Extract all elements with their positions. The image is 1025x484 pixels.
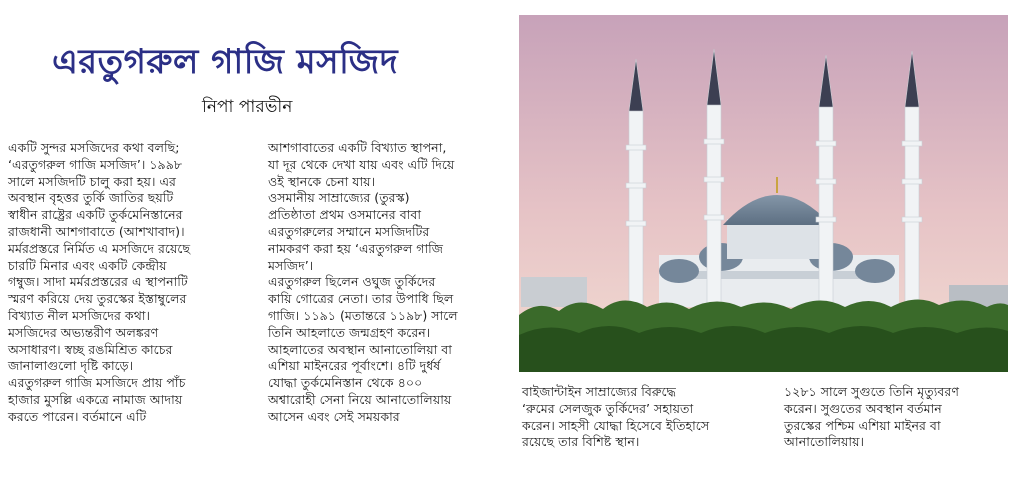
text-line: ‘এরতুগরুল গাজি মসজিদ’। ১৯৯৮ [8, 156, 183, 172]
article-column-2 [268, 140, 508, 426]
text-line: ১২৮১ সালে সুগুতে তিনি মৃত্যুবরণ [784, 384, 959, 399]
text-line: বাইজান্টাইন সাম্রাজ্যের বিরুদ্ধে [522, 384, 676, 399]
text-line: স্বাধীন রাষ্ট্রের একটি তুর্কমেনিস্তানের [8, 207, 183, 223]
text-line: আসেন এবং সেই সময়কার [268, 408, 400, 424]
text-line: রাজধানী আশগাবাতে (আশখাবাদ)। [8, 223, 185, 239]
text-line: অশ্বারোহী সেনা নিয়ে আনাতোলিয়ায় [268, 391, 452, 407]
text-line: ওসমানীয় সাম্রাজ্যের (তুরস্ক) [268, 190, 410, 206]
text-line: তুরস্কের পশ্চিম এশিয়া মাইনর বা [784, 417, 941, 433]
text-line: বিখ্যাত নীল মসজিদের কথা। [8, 307, 151, 323]
text-line: গাজি। ১১৯১ (মতান্তরে ১১৯৮) সালে [268, 307, 458, 323]
article-column-4 [784, 384, 1020, 451]
text-line: ওই স্থানকে চেনা যায়। [268, 173, 376, 189]
distant-building [521, 277, 587, 307]
text-line: নামকরণ করা হয় ‘এরতুগরুল গাজি [268, 240, 443, 256]
text-line: প্রতিষ্ঠাতা প্রথম ওসমানের বাবা [268, 207, 422, 223]
text-line: হাজার মুসল্লি একত্রে নামাজ আদায় [8, 391, 183, 407]
text-line: স্মরণ করিয়ে দেয় তুরস্কের ইস্তাম্বুলের [8, 291, 187, 307]
text-line: সালে মসজিদটি চালু করা হয়। এর [8, 173, 176, 189]
text-line: জানালাগুলো দৃষ্টি কাড়ে। [8, 358, 134, 374]
text-line: আশগাবাতের একটি বিখ্যাত স্থাপনা, [268, 140, 447, 155]
article-column-1 [8, 140, 260, 426]
text-line: ‘রুমের সেলজুক তুর্কিদের’ সহায়তা [522, 400, 694, 416]
side-dome [855, 259, 895, 283]
text-line: এরতুগরুলের সম্মানে মসজিদটির [268, 223, 430, 239]
text-line: অবস্থান বৃহত্তর তুর্কি জাতির ছয়টি [8, 190, 174, 206]
text-line: এশিয়া মাইনরের পূর্বাংশে। ৪টি দুর্ধর্ষ [268, 358, 441, 374]
text-line: মসজিদ’। [268, 257, 314, 273]
text-line: একটি সুন্দর মসজিদের কথা বলছি; [8, 140, 180, 155]
text-line: গম্বুজ। সাদা মর্মরপ্রস্তরের এ স্থাপনাটি [8, 274, 188, 290]
tree-foreground [519, 326, 1008, 372]
text-line: এরতুগরুল ছিলেন ওঘুজ তুর্কিদের [268, 274, 436, 290]
article-title: এরতুগরুল গাজি মসজিদ [52, 42, 399, 82]
article-column-3 [522, 384, 768, 451]
text-line: আহলাতের অবস্থান আনাতোলিয়া বা [268, 341, 452, 357]
text-line: তিনি আহলাতে জন্মগ্রহণ করেন। [268, 324, 431, 340]
text-line: মর্মরপ্রস্তরে নির্মিত এ মসজিদে রয়েছে [8, 240, 191, 256]
article-author: নিপা পারভীন [202, 97, 293, 117]
text-line: করেন। সাহসী যোদ্ধা হিসেবে ইতিহাসে [522, 417, 710, 433]
text-line: মসজিদের অভ্যন্তরীণ অলঙ্করণ [8, 324, 159, 340]
text-line: আনাতোলিয়ায়। [784, 434, 865, 450]
text-line: কায়ি গোত্রের নেতা। তার উপাধি ছিল [268, 291, 454, 307]
text-line: রয়েছে তার বিশিষ্ট স্থান। [522, 434, 640, 450]
text-line: করেন। সুগুতের অবস্থান বর্তমান [784, 400, 942, 416]
mosque-photo [519, 15, 1008, 372]
text-line: চারটি মিনার এবং একটি কেন্দ্রীয় [8, 257, 167, 273]
text-line: যোদ্ধা তুর্কমেনিস্তান থেকে ৪০০ [268, 375, 423, 391]
text-line: যা দূর থেকে দেখা যায় এবং এটি দিয়ে [268, 156, 455, 172]
text-line: অসাধারণ। স্বচ্ছ রঙমিশ্রিত কাচের [8, 341, 173, 357]
side-dome [659, 259, 699, 283]
text-line: এরতুগরুল গাজি মসজিদে প্রায় পাঁচ [8, 375, 186, 391]
text-line: করতে পারেন। বর্তমানে এটি [8, 408, 147, 424]
